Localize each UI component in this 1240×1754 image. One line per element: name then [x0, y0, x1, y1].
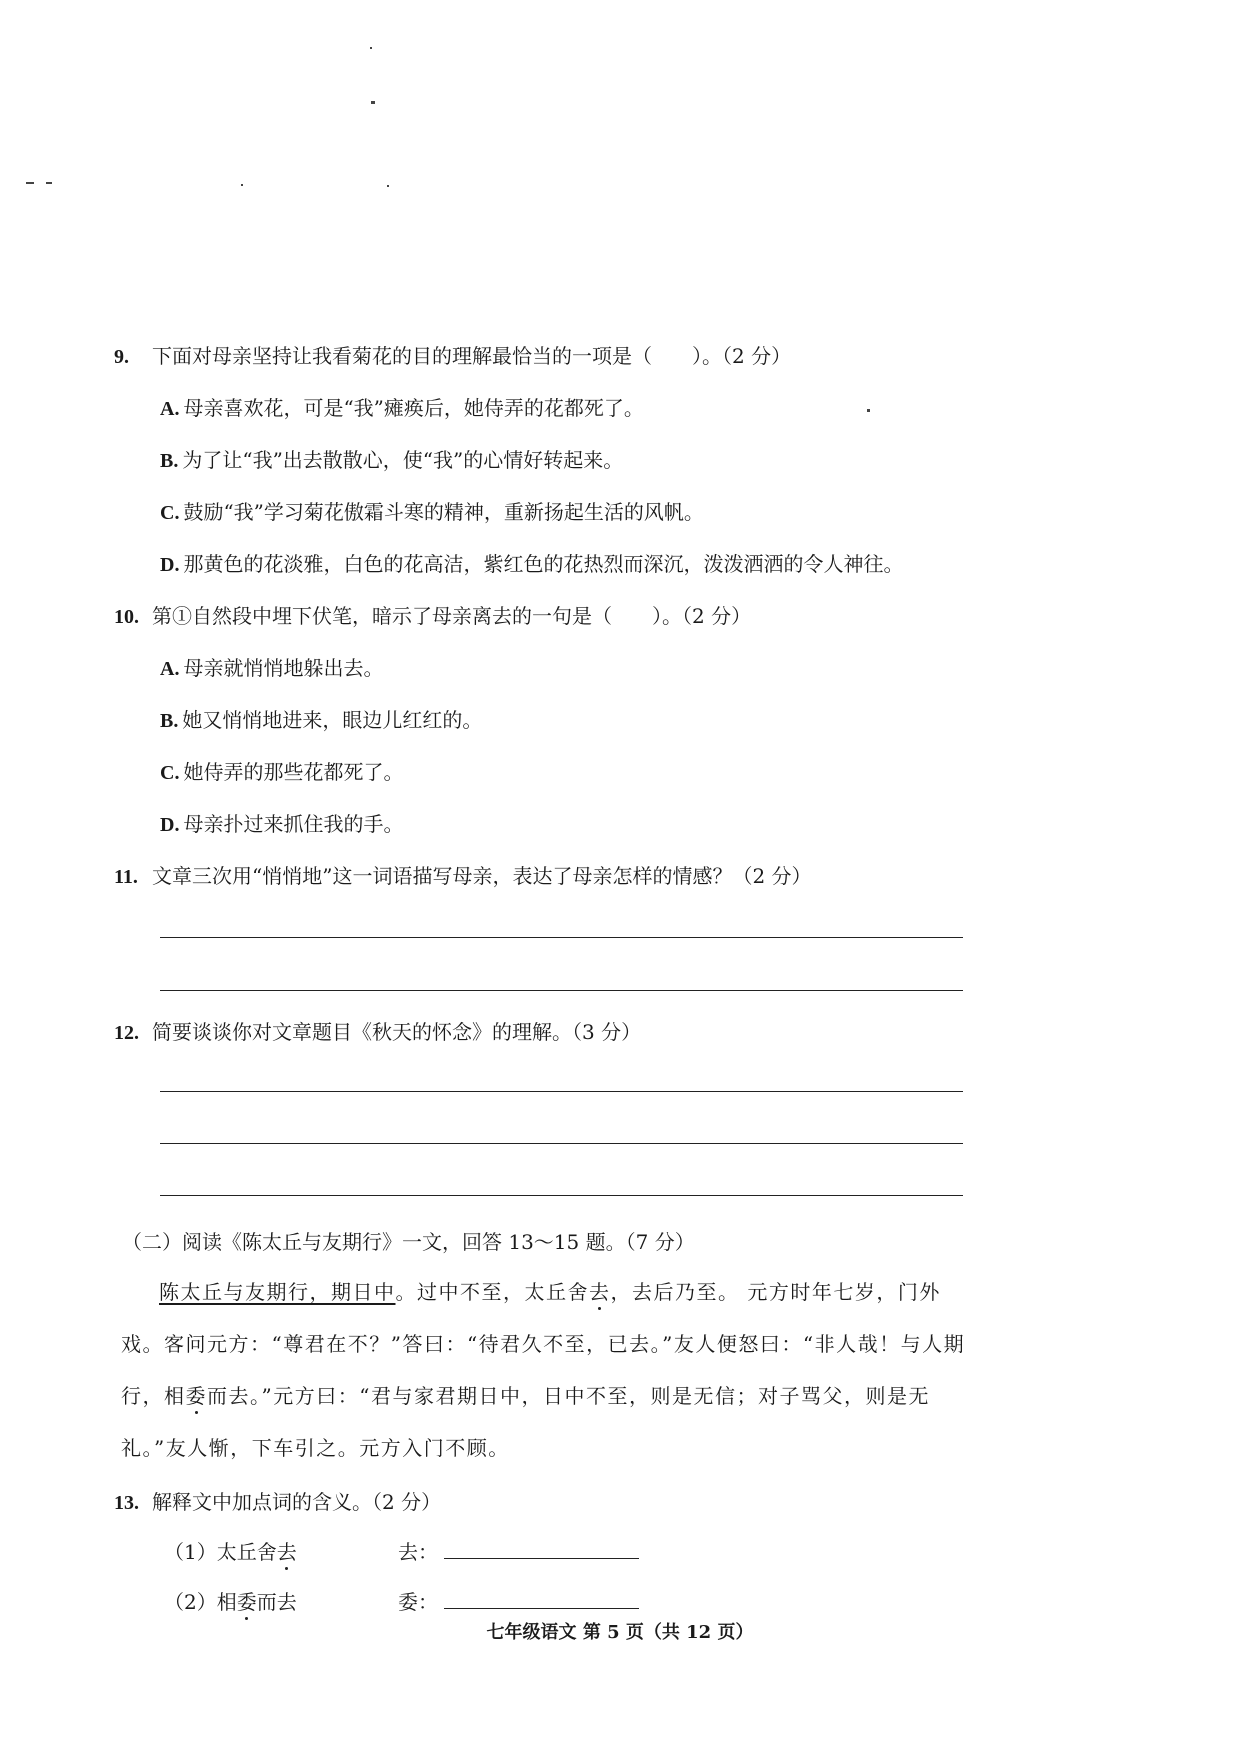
scan-speck [241, 184, 243, 186]
item-phrase: 相 [216, 1590, 237, 1614]
classical-passage [121, 1266, 973, 1474]
option-text: 母亲喜欢花，可是“我”瘫痪后，她侍弄的花都死了。 [183, 396, 644, 420]
passage-text: 而去。”元方曰：“君与家君期日中，日中不至，则是无信；对子骂父，则是无礼。”友人惭，下车引之。元方入门不顾。 [121, 1384, 930, 1460]
passage-underlined: 陈太丘与友期行，期日中 [159, 1280, 396, 1304]
q13-answer-1[interactable] [398, 1536, 639, 1565]
question-number: 11. [114, 866, 138, 888]
option-text: 鼓励“我”学习菊花傲霜斗寒的精神，重新扬起生活的风帆。 [183, 500, 704, 524]
option-10c[interactable] [160, 756, 403, 785]
option-text: 她又悄悄地进来，眼边儿红红的。 [182, 708, 483, 732]
scan-speck [46, 182, 52, 184]
answer-line-12-1[interactable] [160, 1091, 963, 1092]
answer-blank[interactable] [444, 1540, 639, 1559]
scan-speck [867, 409, 870, 412]
scan-speck [371, 101, 375, 104]
item-phrase: 太丘舍 [216, 1540, 277, 1564]
section-heading: （二）阅读《陈太丘与友期行》一文，回答 13～15 题。（7 分） [122, 1230, 695, 1254]
dotted-word: 委 [236, 1590, 257, 1614]
option-label: A. [160, 658, 180, 680]
option-label: D. [160, 814, 180, 836]
scan-speck [26, 182, 34, 184]
option-label: D. [160, 554, 180, 576]
option-9b[interactable] [160, 444, 623, 473]
passage-text: ，去后乃至。 元方时年七岁，门外戏。客问元方：“尊君在不？”答曰：“待君久不至，已去。”友人便怒曰：“非人哉！与人期行，相 [121, 1280, 966, 1408]
option-10d[interactable] [160, 808, 403, 837]
option-text: 为了让“我”出去散散心，使“我”的心情好转起来。 [182, 448, 624, 472]
option-label: C. [160, 762, 180, 784]
option-text: 母亲扑过来抓住我的手。 [183, 812, 404, 836]
question-text: 第①自然段中埋下伏笔，暗示了母亲离去的一句是（ ）。（2 分） [152, 604, 752, 628]
item-number: （2） [164, 1590, 217, 1614]
option-label: B. [160, 710, 179, 732]
scan-speck [370, 47, 372, 49]
q13-item-2 [164, 1586, 297, 1615]
passage-text: 。过中不至，太丘舍 [395, 1280, 589, 1304]
dotted-word: 去 [589, 1280, 611, 1304]
option-10a[interactable] [160, 652, 383, 681]
question-text: 文章三次用“悄悄地”这一词语描写母亲，表达了母亲怎样的情感？（2 分） [152, 864, 812, 888]
q13-answer-2[interactable] [398, 1586, 639, 1615]
item-phrase: 而去 [256, 1590, 297, 1614]
question-text: 简要谈谈你对文章题目《秋天的怀念》的理解。（3 分） [152, 1020, 642, 1044]
question-number: 12. [114, 1022, 139, 1044]
question-12 [114, 1016, 641, 1045]
option-9c[interactable] [160, 496, 704, 525]
answer-line-11-1[interactable] [160, 937, 963, 938]
item-word: 委： [398, 1590, 438, 1614]
item-number: （1） [164, 1540, 217, 1564]
option-9d[interactable] [160, 548, 903, 577]
q13-item-1 [164, 1536, 297, 1565]
option-text: 母亲就悄悄地躲出去。 [183, 656, 384, 680]
option-label: B. [160, 450, 179, 472]
item-word: 去： [398, 1540, 438, 1564]
option-10b[interactable] [160, 704, 482, 733]
question-number: 13. [114, 1492, 139, 1514]
scan-speck [387, 185, 389, 187]
question-11 [114, 860, 812, 889]
page-footer: 七年级语文 第 5 页（共 12 页） [486, 1622, 754, 1643]
answer-line-11-2[interactable] [160, 990, 963, 991]
answer-blank[interactable] [444, 1590, 639, 1609]
option-9a[interactable] [160, 392, 644, 421]
option-text: 那黄色的花淡雅，白色的花高洁，紫红色的花热烈而深沉，泼泼洒洒的令人神往。 [183, 552, 904, 576]
dotted-word: 去 [276, 1540, 297, 1564]
option-label: C. [160, 502, 180, 524]
question-text: 解释文中加点词的含义。（2 分） [152, 1490, 442, 1514]
question-13 [114, 1486, 441, 1515]
question-number: 10. [114, 606, 139, 628]
question-text: 下面对母亲坚持让我看菊花的目的理解最恰当的一项是（ ）。（2 分） [152, 344, 792, 368]
option-text: 她侍弄的那些花都死了。 [183, 760, 404, 784]
question-number: 9. [114, 346, 129, 368]
option-label: A. [160, 398, 180, 420]
answer-line-12-2[interactable] [160, 1143, 963, 1144]
dotted-word: 委 [185, 1384, 207, 1408]
answer-line-12-3[interactable] [160, 1195, 963, 1196]
question-9 [114, 340, 791, 369]
question-10 [114, 600, 751, 629]
